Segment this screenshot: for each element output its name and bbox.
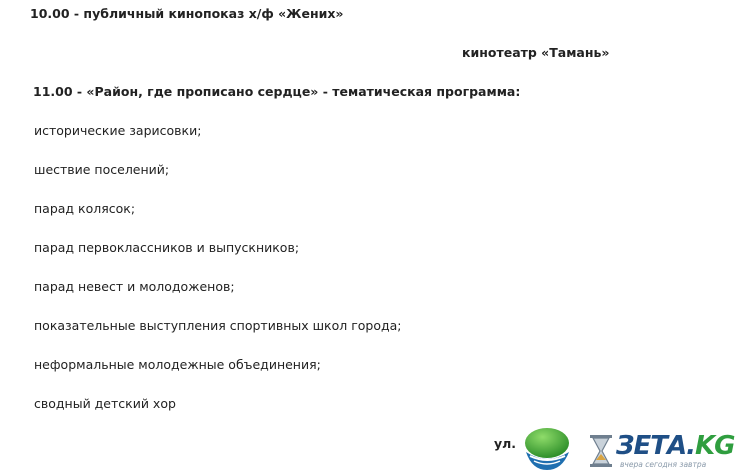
list-item: неформальные молодежные объединения; — [34, 357, 321, 372]
event-film-screening: 10.00 - публичный кинопоказ х/ф «Жених» — [30, 6, 344, 21]
list-item: сводный детский хор — [34, 396, 176, 411]
globe-icon — [522, 426, 572, 472]
site-tagline: вчера сегодня завтра — [620, 460, 707, 469]
site-watermark — [512, 418, 736, 476]
event-address: ул. — [494, 436, 517, 451]
list-item: показательные выступления спортивных школ города; — [34, 318, 402, 333]
hourglass-icon — [588, 434, 614, 468]
event-thematic-program: 11.00 - «Район, где прописано сердце» - тематическая программа: — [33, 84, 521, 99]
site-logo-text: ЗЕТА.KG — [616, 431, 735, 461]
list-item: исторические зарисовки; — [34, 123, 202, 138]
list-item: шествие поселений; — [34, 162, 170, 177]
list-item: парад невест и молодоженов; — [34, 279, 235, 294]
list-item: парад колясок; — [34, 201, 136, 216]
list-item: парад первоклассников и выпускников; — [34, 240, 300, 255]
event-venue: кинотеатр «Тамань» — [462, 45, 610, 60]
